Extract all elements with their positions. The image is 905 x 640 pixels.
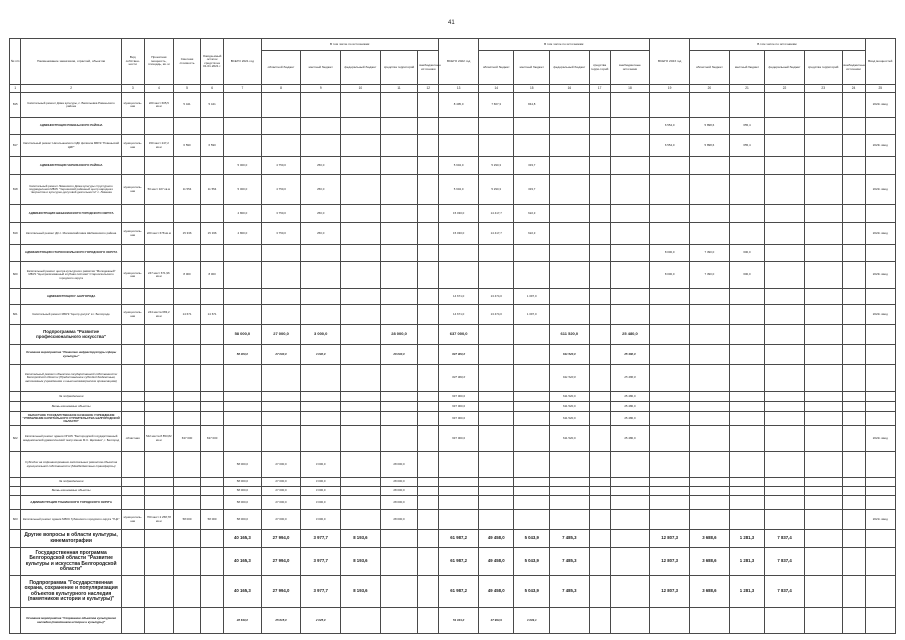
- table-row: [10, 305, 896, 325]
- colnum: 15: [514, 85, 550, 93]
- colnum: 16: [550, 85, 590, 93]
- fed-2021: 8 193,6: [341, 530, 381, 548]
- mest-2021: 3 000,0: [301, 487, 341, 496]
- header-sources-2021: В том числе по источникам:: [261, 39, 439, 51]
- ownership: муници-паль-ная: [121, 262, 144, 289]
- fed-2021: 8 193,6: [341, 548, 381, 576]
- obl-2021: 27 000,0: [261, 478, 301, 487]
- header-vvod: Ввод мощностей: [865, 39, 895, 85]
- mest-2023: 600,0: [729, 262, 765, 289]
- total-2022: 61 987,2: [439, 548, 479, 576]
- capacity: 50 мест 327 кв.м: [144, 175, 173, 205]
- header-mest-2021: местный бюджет: [301, 51, 341, 85]
- vneb-2022: 25 480,0: [610, 345, 650, 365]
- mest-2022: 5 043,9: [514, 576, 550, 608]
- total-2023: 12 807,3: [650, 576, 690, 608]
- program-name: Подпрограмма "Государственная охрана, сохранение и популяризация объектов культурного наследия (памятников истории и культуры)": [21, 576, 121, 608]
- investment-table: [9, 38, 896, 634]
- total-2023: 8 000,0: [650, 262, 690, 289]
- mest-2021: 3 000,0: [301, 510, 341, 530]
- fed-2022: 611 520,0: [550, 345, 590, 365]
- colnum: 19: [650, 85, 690, 93]
- table-row: [10, 205, 896, 223]
- obl-2022: 13 474,0: [478, 289, 514, 305]
- mest-2022: 622,3: [514, 205, 550, 223]
- expected: 15 336: [201, 223, 224, 245]
- total-2021: 58 000,0: [224, 510, 262, 530]
- obl-2022: 49 458,0: [478, 548, 514, 576]
- total-2022: 51 043,0: [439, 608, 479, 634]
- obl-2021: 27 000,0: [261, 452, 301, 478]
- colnum: 25: [865, 85, 895, 93]
- total-2021: 58 000,0: [224, 487, 262, 496]
- header-total-2021: ВСЕГО 2021 год: [224, 39, 262, 85]
- fed-2023: 7 837,4: [765, 548, 805, 576]
- capacity: 220 мест 605,5 кв.м: [144, 93, 173, 118]
- mest-2021: 3 000,0: [301, 325, 341, 345]
- header-obl-2022: областной бюджет: [478, 51, 514, 85]
- vvod: 2022г. ввод: [865, 426, 895, 452]
- obl-2023: 7 390,0: [690, 262, 730, 289]
- total-2022: 637 000,0: [439, 402, 479, 412]
- table-row: [10, 262, 896, 289]
- vvod: 2022г. ввод: [865, 175, 895, 205]
- vneb-2022: 25 480,0: [610, 426, 650, 452]
- colnum: 21: [729, 85, 765, 93]
- fed-2023: 7 837,4: [765, 576, 805, 608]
- colnum: 3: [121, 85, 144, 93]
- header-vneb-2023: внебюджетные источники: [842, 51, 865, 85]
- obl-2023: 3 688,6: [690, 530, 730, 548]
- cost: 8 000: [173, 262, 200, 289]
- colnum: 23: [804, 85, 842, 93]
- fed-2022: 611 520,0: [550, 412, 590, 426]
- vneb-2022: 25 480,0: [610, 365, 650, 392]
- obl-2022: 49 458,0: [478, 530, 514, 548]
- org-name: АДМИНИСТРАЦИЯ ШЕБЕКИНСКОГО ГОРОДСКОГО ОКРУГА: [21, 205, 121, 223]
- total-2022: 61 987,2: [439, 576, 479, 608]
- obl-2021: 27 994,0: [261, 548, 301, 576]
- row-number: 822: [10, 426, 21, 452]
- vvod: 2023г. ввод: [865, 135, 895, 157]
- expected: 6 590: [201, 135, 224, 157]
- obl-2022: 47 993,9: [478, 608, 514, 634]
- org-name: АДМИНИСТРАЦИЯ Г. БЕЛГОРОДА: [21, 289, 121, 305]
- total-2022: 637 000,0: [439, 325, 479, 345]
- header-terr-2022: средства терри-торий: [589, 51, 610, 85]
- page-number: 41: [448, 20, 455, 26]
- total-2022: 637 000,0: [439, 365, 479, 392]
- obl-2022: 14 417,7: [478, 223, 514, 245]
- obl-2022: 14 417,7: [478, 205, 514, 223]
- total-2022: 5 604,0: [439, 157, 479, 175]
- object-name: Капитальный ремонт Ливенского Дома культуры структурного подразделения МБУК "Чернянский районный центр народного творчества и культурно-досуговой деятельности" с. Ливенка: [21, 175, 121, 205]
- vvod: 2023г. ввод: [865, 262, 895, 289]
- colnum: 2: [21, 85, 121, 93]
- expected: 637 000: [201, 426, 224, 452]
- mest-2021: 3 977,7: [301, 576, 341, 608]
- obl-2021: 3 750,0: [261, 223, 301, 245]
- total-2021: 5 000,0: [224, 157, 262, 175]
- header-terr-2021: средства территорий: [380, 51, 418, 85]
- total-2021: 58 000,0: [224, 496, 262, 510]
- header-expected: Ожида-емый остаток средств на 01.01.2021 г.: [201, 39, 224, 85]
- colnum: 7: [224, 85, 262, 93]
- total-2023: 12 807,3: [650, 530, 690, 548]
- fed-2022: 611 520,0: [550, 325, 590, 345]
- mest-2021: 3 977,7: [301, 548, 341, 576]
- total-2021: 5 000,0: [224, 175, 262, 205]
- total-2023: 12 807,3: [650, 548, 690, 576]
- object-name: Капитальный ремонт Нагольненского СДК филиала МБУК "Ровеньский ЦКР": [21, 135, 121, 157]
- mest-2023: 655,4: [729, 135, 765, 157]
- obl-2021: 4 750,0: [261, 175, 301, 205]
- obl-2021: 3 750,0: [261, 205, 301, 223]
- terr-2021: 28 000,0: [380, 345, 418, 365]
- obl-2023: 3 688,6: [690, 548, 730, 576]
- header-capacity: Проектная мощность, площадь, кв. м: [144, 39, 173, 85]
- mest-2021: 250,0: [301, 175, 341, 205]
- table-row: [10, 345, 896, 365]
- total-2023: 6 554,0: [650, 118, 690, 135]
- obl-2022: 49 458,0: [478, 576, 514, 608]
- total-2021: 28 640,0: [224, 608, 262, 634]
- mest-2022: 333,7: [514, 157, 550, 175]
- fed-2022: 611 520,0: [550, 392, 590, 402]
- obl-2022: 5 290,3: [478, 175, 514, 205]
- fed-2022: 7 485,3: [550, 530, 590, 548]
- header-num: № п/п: [10, 39, 21, 85]
- object-name: Капитальный ремонт ДК с. Маломихайловка Шебекинского района: [21, 223, 121, 245]
- total-2022: 15 030,0: [439, 223, 479, 245]
- org-name: АДМИНИСТРАЦИЯ ЧЕРНЯНСКОГО РАЙОНА: [21, 157, 121, 175]
- expected: 5 441: [201, 93, 224, 118]
- mest-2023: 1 281,3: [729, 548, 765, 576]
- mest-2021: 250,0: [301, 157, 341, 175]
- total-2023: 8 000,0: [650, 245, 690, 262]
- colnum: 9: [301, 85, 341, 93]
- fed-2023: 7 837,4: [765, 530, 805, 548]
- program-name: Подпрограмма "Развитие профессионального искусства": [21, 325, 121, 345]
- table-row: [10, 365, 896, 392]
- expected: 14 671: [201, 305, 224, 325]
- vvod: 2022г. ввод: [865, 223, 895, 245]
- terr-2021: 28 000,0: [380, 325, 418, 345]
- program-name: За подразделения: [21, 478, 121, 487]
- row-number: 819: [10, 223, 21, 245]
- total-2021: 58 000,0: [224, 478, 262, 487]
- capacity: 700 мест 2 258,78 кв.м: [144, 510, 173, 530]
- total-2021: 40 165,3: [224, 576, 262, 608]
- table-row: [10, 487, 896, 496]
- capacity: 220 мест 678 кв.м: [144, 223, 173, 245]
- colnum: 18: [610, 85, 650, 93]
- total-2023: 6 554,0: [650, 135, 690, 157]
- header-mest-2023: местный бюджет: [729, 51, 765, 85]
- mest-2021: 3 000,0: [301, 452, 341, 478]
- table-row: [10, 608, 896, 634]
- mest-2022: 3 049,1: [514, 608, 550, 634]
- colnum: 11: [380, 85, 418, 93]
- table-row: [10, 510, 896, 530]
- obl-2021: 27 994,0: [261, 530, 301, 548]
- mest-2021: 3 000,0: [301, 345, 341, 365]
- obl-2022: 5 290,3: [478, 157, 514, 175]
- mest-2023: 655,4: [729, 118, 765, 135]
- table-row: [10, 325, 896, 345]
- header-mest-2022: местный бюджет: [514, 51, 550, 85]
- total-2021: 4 800,0: [224, 205, 262, 223]
- row-number: 817: [10, 135, 21, 157]
- table-row: [10, 530, 896, 548]
- header-fed-2023: федеральный бюджет: [765, 51, 805, 85]
- mest-2022: 844,8: [514, 93, 550, 118]
- table-row: [10, 135, 896, 157]
- obl-2021: 27 000,0: [261, 325, 301, 345]
- ownership: муници-паль-ная: [121, 175, 144, 205]
- ownership: муници-паль-ная: [121, 93, 144, 118]
- obl-2023: 3 688,6: [690, 576, 730, 608]
- mest-2021: 3 000,0: [301, 478, 341, 487]
- total-2022: 14 671,0: [439, 289, 479, 305]
- vneb-2022: 25 480,0: [610, 402, 650, 412]
- capacity: 247 мест 671,96 кв.м: [144, 262, 173, 289]
- colnum: 10: [341, 85, 381, 93]
- program-name: Капитальный ремонт объектов государственной собственности Белгородской области (Предоставление субсидий бюджетным, автономным учреждениям и иным некоммерческим организациям): [21, 365, 121, 392]
- obl-2021: 27 000,0: [261, 496, 301, 510]
- expected: 8 000: [201, 262, 224, 289]
- table-row: [10, 496, 896, 510]
- mest-2022: 622,3: [514, 223, 550, 245]
- cost: 58 000: [173, 510, 200, 530]
- table-row: [10, 412, 896, 426]
- total-2021: 58 000,0: [224, 325, 262, 345]
- obl-2021: 27 994,0: [261, 576, 301, 608]
- fed-2022: 7 485,3: [550, 576, 590, 608]
- table-row: [10, 245, 896, 262]
- table-row: [10, 402, 896, 412]
- obl-2023: 5 898,6: [690, 118, 730, 135]
- row-number: 821: [10, 305, 21, 325]
- header-obl-2021: областной бюджет: [261, 51, 301, 85]
- section-name: Другие вопросы в области культуры, кинематографии: [21, 530, 121, 548]
- obl-2023: 5 898,6: [690, 135, 730, 157]
- expected: 58 000: [201, 510, 224, 530]
- table-row: [10, 392, 896, 402]
- total-2022: 637 000,0: [439, 345, 479, 365]
- program-name: Субсидии на софинансирование капитальных ремонтов объектов муниципальной собственности (Межбюджетные трансферты): [21, 452, 121, 478]
- mest-2023: 600,0: [729, 245, 765, 262]
- table-row: [10, 157, 896, 175]
- mest-2022: 1 097,0: [514, 305, 550, 325]
- header-total-2023: ВСЕГО 2023 год: [650, 39, 690, 85]
- header-vneb-2022: внебюджетные источники: [610, 51, 650, 85]
- table-row: [10, 426, 896, 452]
- total-2022: 14 671,0: [439, 305, 479, 325]
- vneb-2022: 25 480,0: [610, 412, 650, 426]
- org-name: АДМИНИСТРАЦИЯ СТАРООСКОЛЬСКОГО ГОРОДСКОГО ОКРУГА: [21, 245, 121, 262]
- colnum: 24: [842, 85, 865, 93]
- colnum: 22: [765, 85, 805, 93]
- total-2022: 15 030,0: [439, 205, 479, 223]
- mest-2021: 3 977,7: [301, 530, 341, 548]
- fed-2022: 611 520,0: [550, 365, 590, 392]
- object-name: Капитальный ремонт Дома культуры, с. Васильевка Ровеньского района: [21, 93, 121, 118]
- program-name: Основное мероприятие "Сохранение объектов культурного наследия (памятников истории и культуры)": [21, 608, 121, 634]
- mest-2021: 3 000,0: [301, 496, 341, 510]
- obl-2021: 25 615,0: [261, 608, 301, 634]
- vvod: 2022г. ввод: [865, 93, 895, 118]
- obl-2021: 27 000,0: [261, 487, 301, 496]
- header-ownership: Вид собствен-ности: [121, 39, 144, 85]
- table-row: [10, 548, 896, 576]
- mest-2023: 1 281,3: [729, 576, 765, 608]
- ownership: областная: [121, 426, 144, 452]
- header-fed-2022: федеральный бюджет: [550, 51, 590, 85]
- fed-2022: 611 520,0: [550, 402, 590, 412]
- header-vneb-2021: внебюджетные источники: [418, 51, 439, 85]
- total-2021: 58 000,0: [224, 452, 262, 478]
- capacity: 244 места 683,2 кв.м: [144, 305, 173, 325]
- header-name: Наименование заказчиков, отраслей, объектов: [21, 39, 121, 85]
- header-fed-2021: федеральный бюджет: [341, 51, 381, 85]
- vneb-2022: 25 480,0: [610, 325, 650, 345]
- object-name: Капитальный ремонт центра культурного развития "Молодежный" МБУК "Централизованный клубная система" Старооскольского городского округа: [21, 262, 121, 289]
- obl-2022: 13 474,0: [478, 305, 514, 325]
- table-row: [10, 452, 896, 478]
- header-total-2022: ВСЕГО 2022 год: [439, 39, 479, 85]
- program-name: Вновь начинаемые объекты: [21, 487, 121, 496]
- program-name: Государственная программа Белгородской области "Развитие культуры и искусства Белгородской области": [21, 548, 121, 576]
- header-terr-2023: средства территорий: [804, 51, 842, 85]
- total-2022: 5 604,0: [439, 175, 479, 205]
- cost: 15 336: [173, 223, 200, 245]
- total-2021: 40 165,3: [224, 548, 262, 576]
- mest-2021: 250,0: [301, 205, 341, 223]
- program-name: За подразделения: [21, 392, 121, 402]
- header-sources-2023: В том числе по источникам:: [690, 39, 866, 51]
- cost: 637 000: [173, 426, 200, 452]
- column-numbers-row: [10, 85, 896, 93]
- cost: 5 441: [173, 93, 200, 118]
- mest-2022: 1 097,0: [514, 289, 550, 305]
- mest-2021: 250,0: [301, 223, 341, 245]
- colnum: 14: [478, 85, 514, 93]
- vvod: 2021г. ввод: [865, 510, 895, 530]
- header-sources-2022: В том числе по источникам:: [478, 39, 649, 51]
- colnum: 20: [690, 85, 730, 93]
- total-2021: 40 165,3: [224, 530, 262, 548]
- table-row: [10, 93, 896, 118]
- vneb-2022: 25 480,0: [610, 392, 650, 402]
- obl-2021: 4 750,0: [261, 157, 301, 175]
- expected: 11 554: [201, 175, 224, 205]
- object-name: Капитальный ремонт здания ОГАУК "Белгородский государственный академический драматический театр имени М.С. Щепкина", г. Белгород: [21, 426, 121, 452]
- total-2022: 637 000,0: [439, 412, 479, 426]
- table-row: [10, 118, 896, 135]
- obl-2023: 7 390,0: [690, 245, 730, 262]
- total-2022: 637 000,0: [439, 426, 479, 452]
- ownership: муници-паль-ная: [121, 510, 144, 530]
- total-2022: 637 000,0: [439, 392, 479, 402]
- colnum: 4: [144, 85, 173, 93]
- row-number: 818: [10, 175, 21, 205]
- ownership: муници-паль-ная: [121, 305, 144, 325]
- cost: 6 590: [173, 135, 200, 157]
- colnum: 5: [173, 85, 200, 93]
- object-name: Капитальный ремонт здания МБУК Губкинского городского округа "ГЦК": [21, 510, 121, 530]
- total-2022: 61 987,2: [439, 530, 479, 548]
- obl-2021: 27 000,0: [261, 510, 301, 530]
- header-cost: Сметная стоимость: [173, 39, 200, 85]
- capacity: 542 места 8 853,82 кв.м: [144, 426, 173, 452]
- colnum: 6: [201, 85, 224, 93]
- object-name: Капитальный ремонт МБУК "Центр досуга" в г. Белгороде: [21, 305, 121, 325]
- mest-2022: 333,7: [514, 175, 550, 205]
- org-name: АДМИНИСТРАЦИЯ РОВЕНЬСКОГО РАЙОНА: [21, 118, 121, 135]
- terr-2021: 28 000,0: [380, 510, 418, 530]
- total-2022: 8 495,0: [439, 93, 479, 118]
- row-number: 815: [10, 93, 21, 118]
- org-name: ОБЛАСТНОЕ ГОСУДАРСТВЕННОЕ КАЗЕННОЕ УЧРЕЖДЕНИЕ "УПРАВЛЕНИЕ КАПИТАЛЬНОГО СТРОИТЕЛЬСТВА БЕЛГОРОДСКОЙ ОБЛАСТИ": [21, 412, 121, 426]
- total-2021: 58 000,0: [224, 345, 262, 365]
- table-row: [10, 478, 896, 487]
- table-row: [10, 223, 896, 245]
- program-name: Основное мероприятие "Развитие инфраструктуры сферы культуры": [21, 345, 121, 365]
- terr-2021: 28 000,0: [380, 487, 418, 496]
- colnum: 13: [439, 85, 479, 93]
- terr-2021: 28 000,0: [380, 496, 418, 510]
- ownership: муници-паль-ная: [121, 223, 144, 245]
- fed-2022: 611 520,0: [550, 426, 590, 452]
- cost: 14 671: [173, 305, 200, 325]
- row-number: 820: [10, 262, 21, 289]
- terr-2021: 28 000,0: [380, 478, 418, 487]
- vvod: 2022г. ввод: [865, 305, 895, 325]
- mest-2022: 5 043,9: [514, 548, 550, 576]
- total-2021: 4 800,0: [224, 223, 262, 245]
- obl-2022: 7 667,3: [478, 93, 514, 118]
- terr-2021: 28 000,0: [380, 452, 418, 478]
- row-number: 823: [10, 510, 21, 530]
- colnum: 12: [418, 85, 439, 93]
- table-row: [10, 289, 896, 305]
- colnum: 8: [261, 85, 301, 93]
- mest-2021: 2 025,0: [301, 608, 341, 634]
- ownership: муници-паль-ная: [121, 135, 144, 157]
- capacity: 150 мест 247,2 кв.м: [144, 135, 173, 157]
- colnum: 1: [10, 85, 21, 93]
- obl-2021: 27 000,0: [261, 345, 301, 365]
- cost: 11 554: [173, 175, 200, 205]
- table-row: [10, 175, 896, 205]
- fed-2022: 7 485,3: [550, 548, 590, 576]
- fed-2021: 8 193,6: [341, 576, 381, 608]
- org-name: АДМИНИСТРАЦИЯ ГУБКИНСКОГО ГОРОДСКОГО ОКРУГА: [21, 496, 121, 510]
- colnum: 17: [589, 85, 610, 93]
- table-row: [10, 576, 896, 608]
- mest-2022: 5 043,9: [514, 530, 550, 548]
- header-obl-2023: областной бюджет: [690, 51, 730, 85]
- program-name: Вновь начинаемые объекты: [21, 402, 121, 412]
- mest-2023: 1 281,3: [729, 530, 765, 548]
